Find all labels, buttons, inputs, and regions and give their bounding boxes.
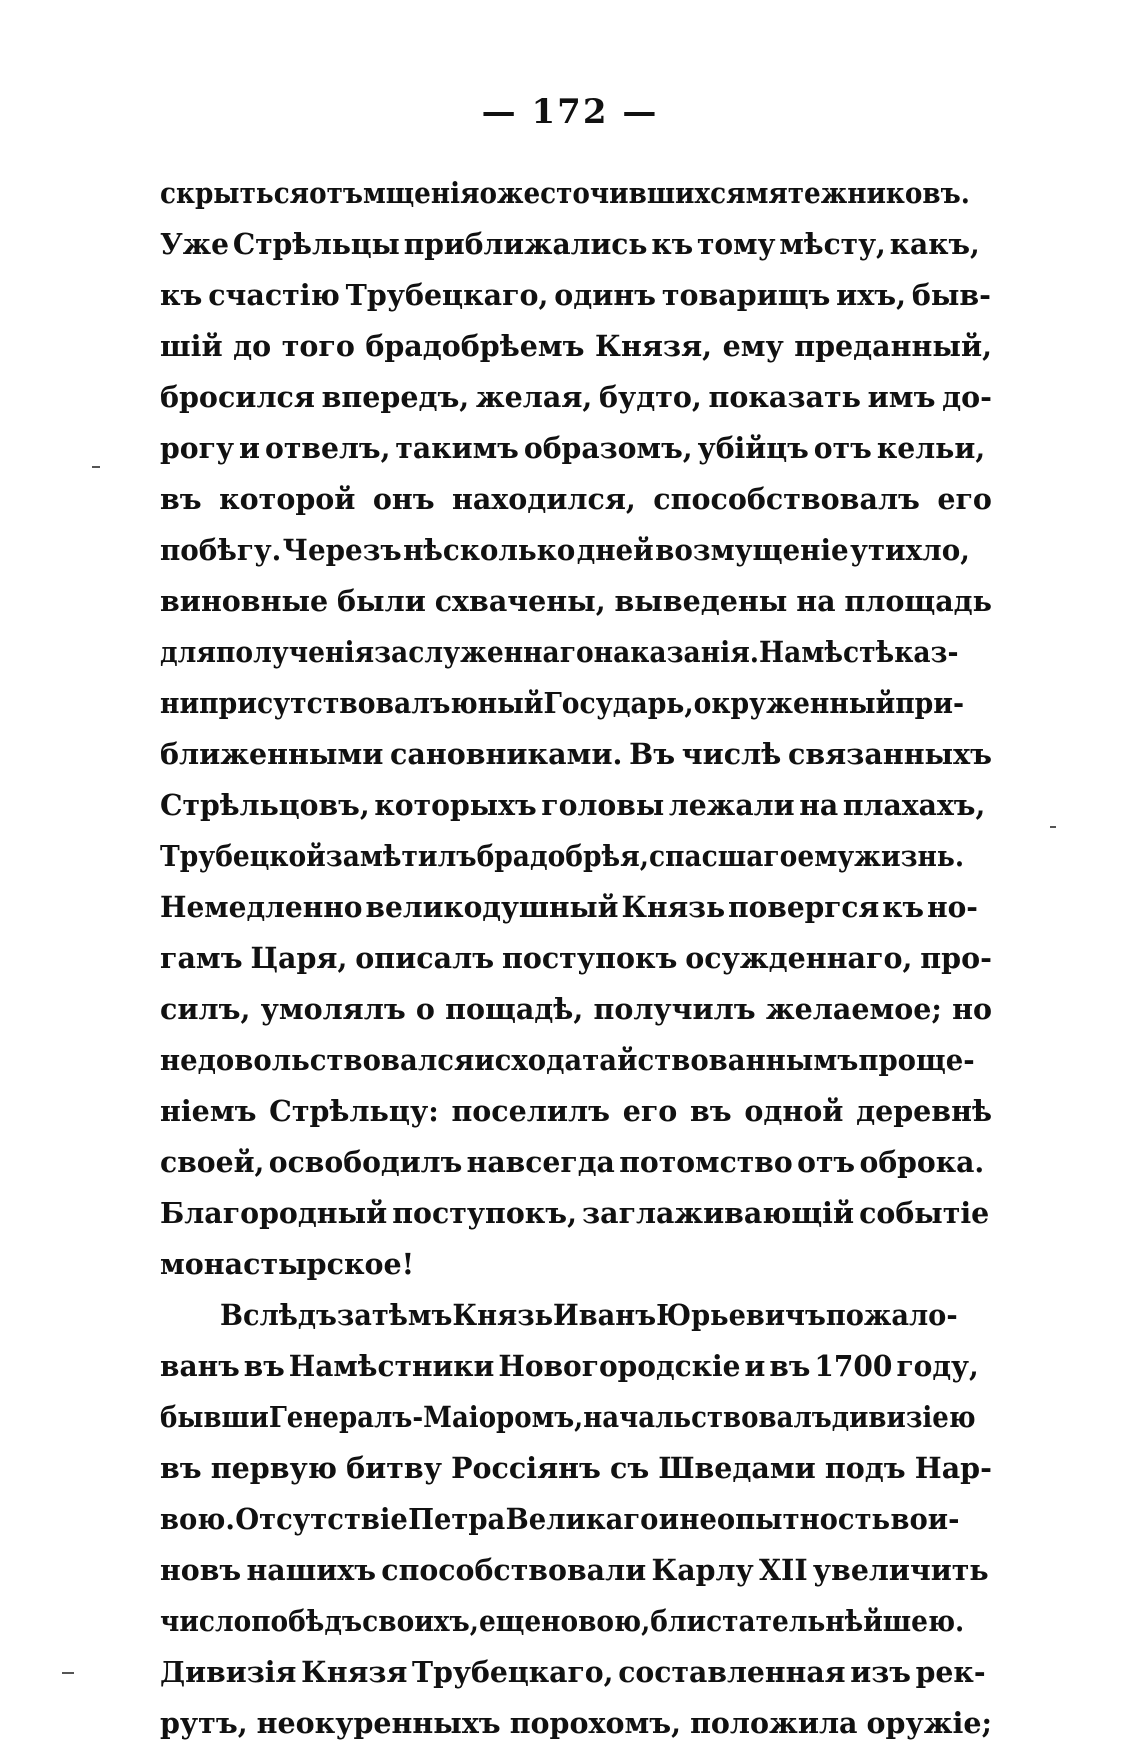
text-line [160, 1341, 992, 1392]
text-line [160, 831, 992, 882]
word: до [233, 329, 272, 363]
text-line [160, 1443, 992, 1494]
line-text [160, 576, 992, 627]
word: его [622, 1094, 678, 1128]
word: площадь [844, 584, 992, 618]
line-text [160, 1035, 975, 1086]
word: поступокъ, [392, 1196, 577, 1230]
word: каз- [894, 635, 959, 669]
word: спасшаго [648, 839, 798, 873]
word: 1700 [814, 1349, 893, 1383]
word: заслуженнаго [374, 635, 594, 669]
word: побѣдъ [251, 1604, 363, 1638]
word: лежали [668, 788, 795, 822]
word: виновные [160, 584, 329, 618]
word: которой [219, 482, 356, 516]
word: тому [697, 227, 776, 261]
word: для [160, 635, 216, 669]
line-text [160, 933, 992, 984]
word: въ [769, 1349, 811, 1383]
word: головы [541, 788, 665, 822]
text-line [160, 882, 992, 933]
word: еще [478, 1604, 542, 1638]
word: но- [927, 890, 978, 924]
text-line [160, 576, 992, 627]
word: довольствовался [197, 1043, 475, 1077]
word: отъ [813, 431, 872, 465]
line-text [160, 1392, 976, 1443]
line-text [160, 1341, 979, 1392]
line-text [160, 1137, 984, 1188]
word: Уже [160, 227, 230, 261]
word: Трубецкаго, [345, 278, 549, 312]
word: показать [708, 380, 862, 414]
text-line [160, 1188, 992, 1239]
word: Нар- [914, 1451, 992, 1485]
line-text [160, 831, 964, 882]
text-line [160, 984, 992, 1035]
word: и [239, 431, 260, 465]
scan-speck [92, 466, 100, 468]
scan-speck [1050, 826, 1056, 828]
word: полученія [215, 635, 375, 669]
text-line [160, 372, 992, 423]
word: возмущеніе [655, 533, 849, 567]
line-text [160, 168, 970, 219]
word: Князь [621, 890, 726, 924]
word: къ [160, 278, 203, 312]
word: Стрѣльцы [232, 227, 400, 261]
text-line [160, 1494, 992, 1545]
text-line [160, 1392, 992, 1443]
word: силъ, [160, 992, 251, 1026]
word: нашихъ [246, 1553, 376, 1587]
word: Стрѣльцу: [269, 1094, 439, 1128]
word: ніемъ [160, 1094, 257, 1128]
word: впередъ, [321, 380, 470, 414]
word: потомство [619, 1145, 793, 1179]
word: подъ [824, 1451, 906, 1485]
line-text [160, 219, 980, 270]
word: составленная [618, 1655, 846, 1689]
word: тѣмъ [371, 1298, 453, 1332]
line-text [220, 1290, 958, 1341]
word: убійцъ [697, 431, 809, 465]
word: мятежниковъ. [745, 176, 970, 210]
word: оружіе; [866, 1706, 992, 1740]
word: мѣсту, [779, 227, 886, 261]
word: великодушный [365, 890, 619, 924]
line-text [160, 1596, 964, 1647]
text-line [160, 780, 992, 831]
text-line [160, 1596, 992, 1647]
word: Черезъ [282, 533, 402, 567]
word: пожало- [825, 1298, 958, 1332]
word: бывши [160, 1400, 269, 1434]
word: не [160, 1043, 198, 1077]
word: Великаго [505, 1502, 659, 1536]
line-text [160, 525, 970, 576]
word: Немедленно [160, 890, 363, 924]
word: схвачены, [434, 584, 606, 618]
word: въ [160, 482, 202, 516]
word: вои- [890, 1502, 960, 1536]
word: ванъ [160, 1349, 240, 1383]
word: были [337, 584, 426, 618]
word: выведены [614, 584, 788, 618]
word: ожесточившихся [479, 176, 746, 210]
word: его [937, 482, 992, 516]
word: Стрѣльцовъ, [160, 788, 370, 822]
word: Карлу [651, 1553, 754, 1587]
word: Шведами [658, 1451, 816, 1485]
line-text [160, 321, 992, 372]
word: о [415, 992, 435, 1026]
word: къ [882, 890, 925, 924]
word: мѣстѣ [801, 635, 895, 669]
word: Царя, [250, 941, 348, 975]
word: приближались [403, 227, 648, 261]
line-text [160, 984, 992, 1035]
word: брадобрѣемъ [365, 329, 585, 363]
line-text [160, 270, 991, 321]
word: одинъ [554, 278, 657, 312]
word: деревнѣ [856, 1094, 992, 1128]
page-number: — 172 — [481, 92, 659, 132]
word: кельи, [876, 431, 986, 465]
word: побѣгу. [160, 533, 282, 567]
word: Россіянъ [451, 1451, 601, 1485]
word: ихъ, [836, 278, 907, 312]
word: наказанія. [593, 635, 760, 669]
word: числѣ [681, 737, 782, 771]
word: отъ [309, 176, 363, 210]
word: желаемое; [765, 992, 942, 1026]
word: Трубецкаго, [412, 1655, 614, 1689]
word: XII [759, 1553, 808, 1587]
word: Отсутствіе [235, 1502, 408, 1536]
word: новъ [160, 1553, 242, 1587]
word: неокуренныхъ [256, 1706, 501, 1740]
line-text [160, 1494, 959, 1545]
word: и [658, 1502, 680, 1536]
word: начальствовалъ [583, 1400, 832, 1434]
line-text [160, 780, 985, 831]
line-text: монастырское! [160, 1247, 415, 1281]
word: отъ [797, 1145, 856, 1179]
word: брадобрѣя, [476, 839, 649, 873]
line-text [160, 372, 992, 423]
word: дней [576, 533, 654, 567]
text-line [160, 168, 992, 219]
word: жизнь. [854, 839, 965, 873]
word: Генералъ-Маіоромъ, [268, 1400, 584, 1434]
word: своихъ, [362, 1604, 479, 1638]
word: до- [942, 380, 992, 414]
text-line-paragraph-end [160, 1239, 992, 1290]
body-text [160, 168, 992, 1749]
word: Новогородскіе [498, 1349, 741, 1383]
word: связанныхъ [787, 737, 992, 771]
word: нѣсколько [403, 533, 576, 567]
word: юный [450, 686, 544, 720]
word: Князя [301, 1655, 408, 1689]
word: будто, [598, 380, 702, 414]
line-text [160, 1086, 992, 1137]
word: поселилъ [451, 1094, 610, 1128]
word: имъ [867, 380, 936, 414]
line-text [160, 423, 985, 474]
word: бросился [160, 380, 315, 414]
word: Вслѣдъ [220, 1298, 337, 1332]
text-line [160, 321, 992, 372]
word: находился, [451, 482, 636, 516]
word: рутъ, [160, 1706, 248, 1740]
text-line [160, 1698, 992, 1749]
word: дивизіею [831, 1400, 976, 1434]
word: Дивизія [160, 1655, 297, 1689]
text-line [160, 423, 992, 474]
word: замѣтилъ [325, 839, 477, 873]
word: описалъ [355, 941, 495, 975]
word: Князя, [595, 329, 713, 363]
word: на [799, 788, 839, 822]
word: изъ [850, 1655, 911, 1689]
word: способствовалъ [653, 482, 920, 516]
word: окруженный [693, 686, 896, 720]
word: порохомъ, [509, 1706, 682, 1740]
word: своей, [160, 1145, 265, 1179]
word: скрыться [160, 176, 310, 210]
word: Въ [629, 737, 676, 771]
line-text [160, 729, 992, 780]
text-line [160, 729, 992, 780]
word: пощадѣ, [445, 992, 584, 1026]
text-line [160, 1545, 992, 1596]
text-line-paragraph-start [160, 1290, 992, 1341]
word: которыхъ [374, 788, 537, 822]
text-line [160, 1137, 992, 1188]
word: товарищъ [661, 278, 831, 312]
word: Петра [408, 1502, 506, 1536]
scan-speck [62, 1672, 74, 1674]
word: первую [210, 1451, 337, 1485]
word: шій [160, 329, 223, 363]
line-text [160, 882, 978, 933]
word: проще- [858, 1043, 975, 1077]
word: событіе [859, 1196, 990, 1230]
line-text [160, 474, 992, 525]
word: гамъ [160, 941, 243, 975]
line-text [160, 1443, 992, 1494]
word: Юрьевичъ [656, 1298, 826, 1332]
text-line [160, 1035, 992, 1086]
word: Благородный [160, 1196, 388, 1230]
word: за [336, 1298, 372, 1332]
word: году, [896, 1349, 979, 1383]
word: плахахъ, [842, 788, 986, 822]
word: На [759, 635, 802, 669]
word: какъ, [889, 227, 980, 261]
word: осужденнаго, [685, 941, 913, 975]
word: присутствовалъ [199, 686, 451, 720]
word: заглаживающій [582, 1196, 855, 1230]
word: число [160, 1604, 252, 1638]
text-line [160, 1647, 992, 1698]
text-line [160, 678, 992, 729]
word: при- [895, 686, 965, 720]
word: неопытность [679, 1502, 891, 1536]
line-text [160, 1698, 992, 1749]
word: блистательнѣйшею. [650, 1604, 965, 1638]
word: съ [610, 1451, 650, 1485]
word: способствовали [381, 1553, 647, 1587]
word: отвелъ, [264, 431, 391, 465]
word: битву [346, 1451, 442, 1485]
word: одной [744, 1094, 844, 1128]
word: новою, [541, 1604, 651, 1638]
text-line [160, 270, 992, 321]
line-text [160, 1188, 989, 1239]
word: онъ [372, 482, 435, 516]
word: счастію [208, 278, 340, 312]
word: получилъ [593, 992, 756, 1026]
word: положила [690, 1706, 858, 1740]
word: умолялъ [260, 992, 406, 1026]
word: мщенія [362, 176, 480, 210]
word: оброка. [859, 1145, 985, 1179]
word: ни [160, 686, 200, 720]
word: на [796, 584, 836, 618]
word: того [281, 329, 355, 363]
word: Государь, [543, 686, 694, 720]
word: повергся [728, 890, 880, 924]
word: образомъ, [523, 431, 693, 465]
word: желая, [475, 380, 593, 414]
line-text [160, 1647, 986, 1698]
word: рек- [915, 1655, 986, 1689]
word: въ [243, 1349, 285, 1383]
word: преданный, [794, 329, 992, 363]
word: освободилъ [268, 1145, 463, 1179]
line-text [160, 678, 964, 729]
word: но [952, 992, 992, 1026]
text-line [160, 933, 992, 984]
word: Намѣстники [288, 1349, 495, 1383]
text-line [160, 525, 992, 576]
word: вою. [160, 1502, 235, 1536]
word: ему [722, 329, 784, 363]
text-line [160, 219, 992, 270]
word: Князь [452, 1298, 554, 1332]
word: рогу [160, 431, 235, 465]
word: исходатайствованнымъ [474, 1043, 859, 1077]
text-line [160, 474, 992, 525]
word: навсегда [466, 1145, 615, 1179]
word: въ [160, 1451, 202, 1485]
line-text [160, 627, 958, 678]
line-text [160, 1545, 989, 1596]
word: про- [920, 941, 992, 975]
word: и [744, 1349, 766, 1383]
word: Трубецкой [160, 839, 326, 873]
text-line [160, 1086, 992, 1137]
word: Иванъ [553, 1298, 657, 1332]
word: такимъ [395, 431, 519, 465]
word: къ [651, 227, 694, 261]
word: быв- [911, 278, 991, 312]
word: въ [690, 1094, 732, 1128]
word: поступокъ [501, 941, 678, 975]
word: утихло, [850, 533, 970, 567]
word: ему [797, 839, 855, 873]
word: ближенными [160, 737, 384, 771]
word: сановниками. [390, 737, 623, 771]
word: увеличить [812, 1553, 989, 1587]
text-line [160, 627, 992, 678]
